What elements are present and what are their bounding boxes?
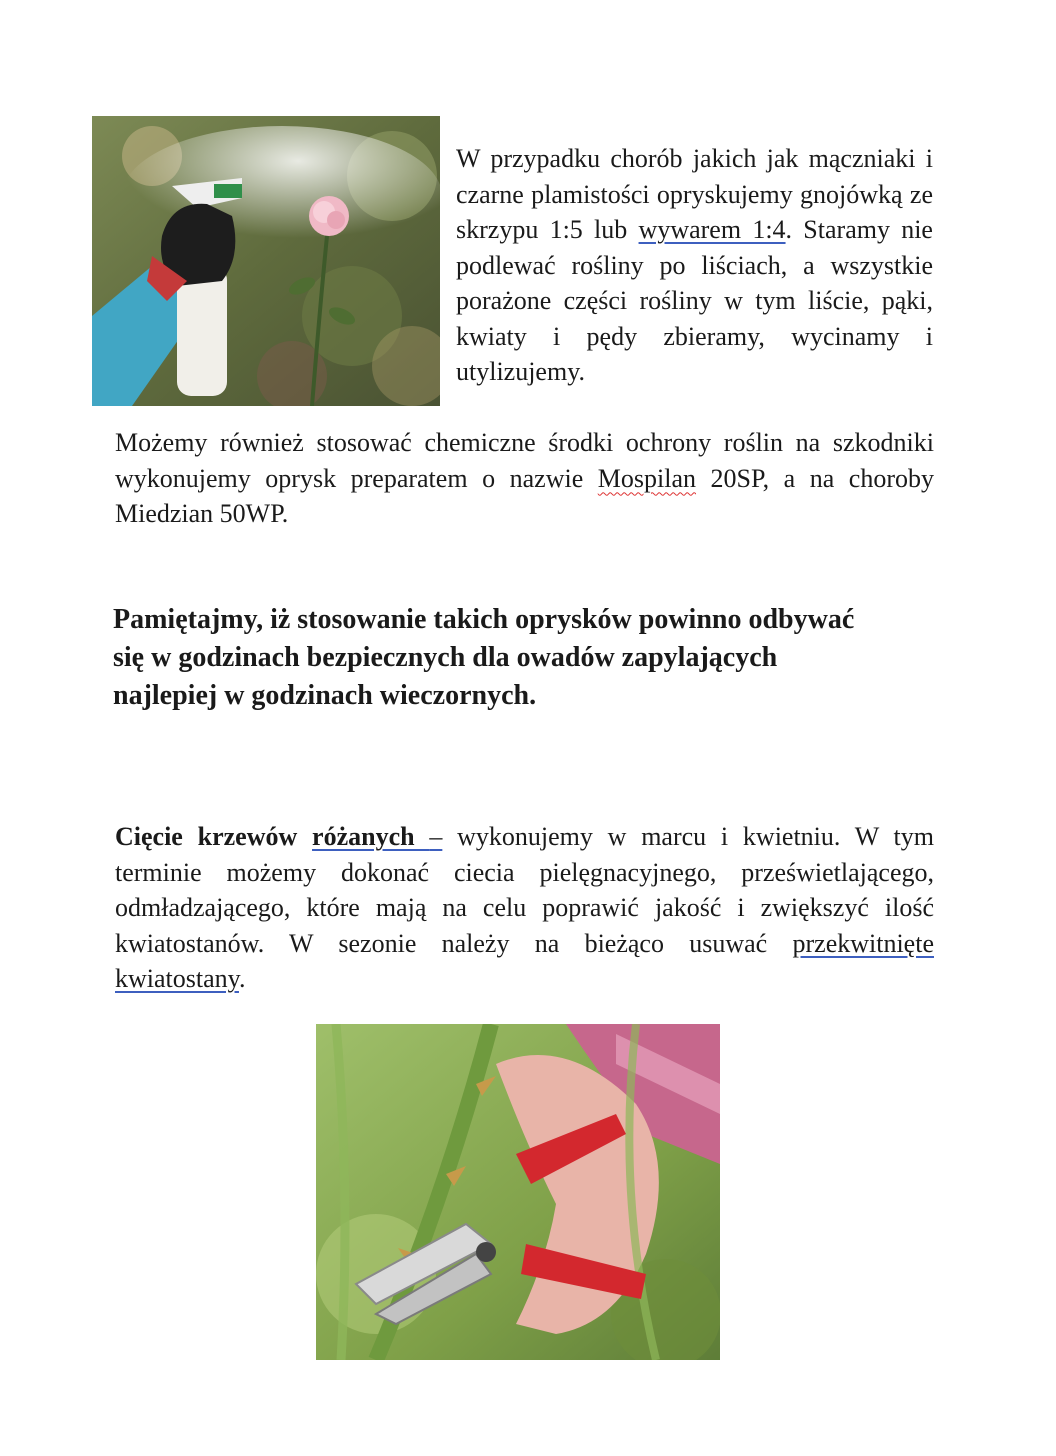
pruning-text-body: wykonujemy w marcu i kwietniu. W tym terminie możemy dokonać ciecia pielęgnacyjnego, prześwietlającego, odmładzającego, które mają na celu poprawić jakość i zwiększyć ilość kwiatostanów. W sezonie należy na bieżąco usuwać <box>115 822 934 958</box>
pruning-text-end: . <box>238 964 246 993</box>
pruning-heading-lead: Cięcie krzewów <box>115 822 313 851</box>
pollinator-warning-paragraph: Pamiętajmy, iż stosowanie takich oprysków powinno odbywać się w godzinach bezpiecznych dla owadów zapylających najlepiej w godzinach wieczornych. <box>113 604 855 711</box>
disease-text-end: . Staramy nie podlewać rośliny po liściach, a wszystkie porażone części rośliny w tym liście, pąki, kwiaty i pędy zbieramy, wycinamy i utylizujemy. <box>456 215 933 386</box>
chemical-text-start: Możemy również stosować chemiczne środki ochrony roślin na szkodniki wykonujemy oprysk preparatem o nazwie <box>115 428 934 493</box>
pruning-dash: – <box>429 822 443 851</box>
faded-flowers-text: przekwitnięte kwiatostany <box>115 928 934 993</box>
disease-text-start: W przypadku chorób jakich jak mączniaki i czarne plamistości opryskujemy gnojówką ze skrzypu 1:5 lub <box>456 144 933 244</box>
rose-pruning-photo <box>316 1024 720 1360</box>
decoction-ratio-text: wywarem 1:4 <box>638 215 786 244</box>
chemical-text-end: 20SP, a na choroby Miedzian 50WP. <box>115 463 934 528</box>
rose-pruning-illustration <box>316 1024 720 1360</box>
rose-spraying-illustration <box>92 116 440 406</box>
chemical-protection-paragraph <box>115 425 934 532</box>
disease-treatment-paragraph <box>456 141 933 390</box>
pruning-paragraph <box>115 819 934 997</box>
product-name-mospilan: Mospilan <box>597 463 697 493</box>
pruning-heading-rose: różanych <box>312 822 430 851</box>
rose-spraying-photo <box>92 116 440 406</box>
